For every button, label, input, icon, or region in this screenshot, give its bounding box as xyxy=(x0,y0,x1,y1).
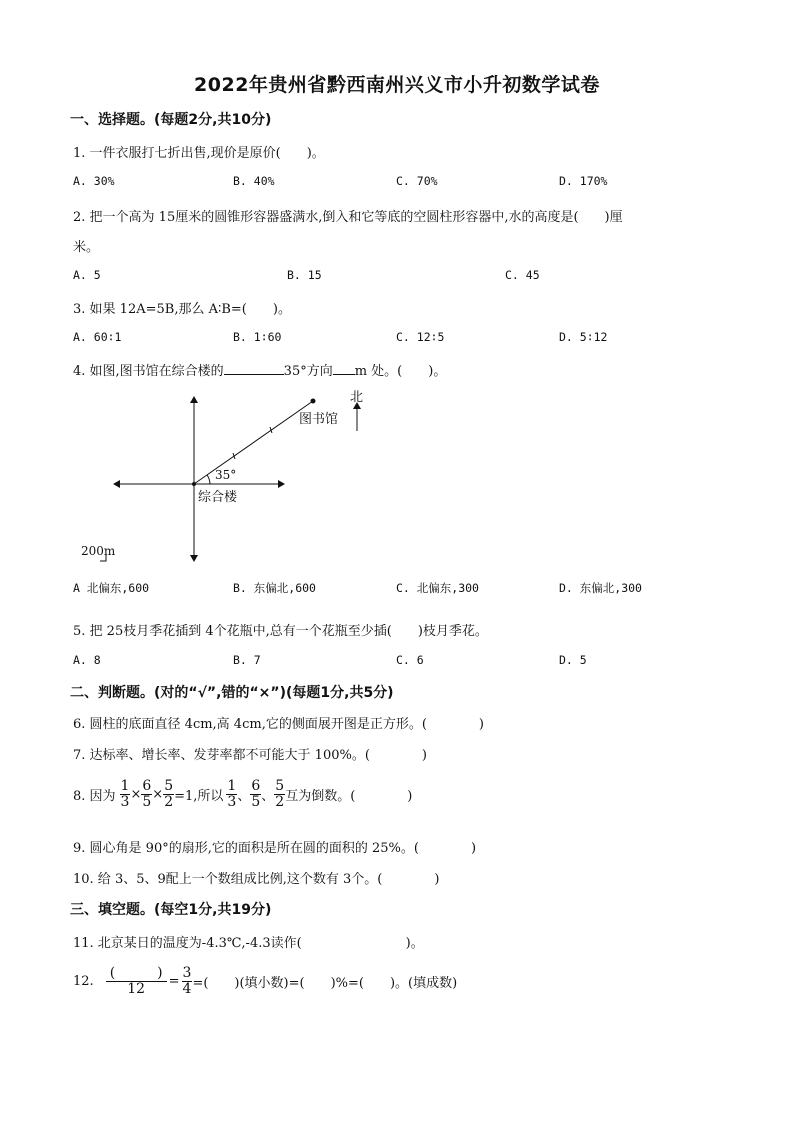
q1-option-b[interactable]: B. 40% xyxy=(233,174,275,188)
q8-fraction-1 xyxy=(120,779,131,809)
q5-option-d[interactable]: D. 5 xyxy=(559,653,587,667)
question-4-stem xyxy=(73,360,446,379)
q8-f5-numerator: 6 xyxy=(251,778,261,794)
building-label: 综合楼 xyxy=(198,490,238,505)
question-9: 9. 圆心角是 90°的扇形,它的面积是所在圆的面积的 25%。( ) xyxy=(73,841,477,856)
q4-blank-distance[interactable] xyxy=(333,374,355,375)
section-heading-fill-blank: 三、填空题。(每空1分,共19分) xyxy=(70,902,272,918)
q4-stem-part-a: 4. 如图,图书馆在综合楼的 xyxy=(73,364,224,379)
question-10: 10. 给 3、5、9配上一个数组成比例,这个数有 3个。( ) xyxy=(73,872,440,887)
q12-blank-numerator[interactable]: ( ) xyxy=(106,966,167,982)
q2-option-c[interactable]: C. 45 xyxy=(505,268,540,282)
question-8 xyxy=(73,779,412,809)
question-11: 11. 北京某日的温度为-4.3℃,-4.3读作( )。 xyxy=(73,936,424,951)
q1-option-c[interactable]: C. 70% xyxy=(396,174,438,188)
angle-label: 35° xyxy=(215,468,237,482)
q8-times-1: × xyxy=(130,786,142,802)
q12-equals: = xyxy=(168,973,180,989)
q8-f1-denominator: 3 xyxy=(120,793,130,810)
q8-f4-denominator: 3 xyxy=(227,793,237,810)
question-12 xyxy=(73,966,457,996)
building-point xyxy=(192,482,196,486)
q2-option-a[interactable]: A. 5 xyxy=(73,268,101,282)
q12-f-denominator: 4 xyxy=(182,980,192,997)
q8-fraction-4 xyxy=(226,779,237,809)
question-6: 6. 圆柱的底面直径 4cm,高 4cm,它的侧面展开图是正方形。( ) xyxy=(73,717,484,732)
q8-times-2: × xyxy=(152,786,164,802)
q5-option-a[interactable]: A. 8 xyxy=(73,653,101,667)
q8-f6-denominator: 2 xyxy=(275,793,285,810)
q8-fraction-5 xyxy=(250,779,261,809)
q8-f5-denominator: 5 xyxy=(251,793,261,810)
q1-option-a[interactable]: A. 30% xyxy=(73,174,115,188)
angle-arc xyxy=(207,475,210,484)
q8-f3-numerator: 5 xyxy=(164,778,174,794)
q4-option-c[interactable]: C. 北偏东,300 xyxy=(396,581,479,595)
question-1-stem: 1. 一件衣服打七折出售,现价是原价( )。 xyxy=(73,146,325,161)
q4-blank-direction[interactable] xyxy=(224,374,284,375)
q8-f6-numerator: 5 xyxy=(275,778,285,794)
q8-f4-numerator: 1 xyxy=(227,778,237,794)
q5-option-c[interactable]: C. 6 xyxy=(396,653,424,667)
q3-option-b[interactable]: B. 1∶60 xyxy=(233,330,282,344)
q5-option-b[interactable]: B. 7 xyxy=(233,653,261,667)
library-direction-line xyxy=(194,401,313,484)
q12-rest: =( )(填小数)=( )%=( )。(填成数) xyxy=(192,975,458,991)
q8-f2-denominator: 5 xyxy=(142,793,152,810)
q8-f2-numerator: 6 xyxy=(142,778,152,794)
q4-option-d[interactable]: D. 东偏北,300 xyxy=(559,581,642,595)
q8-fraction-2 xyxy=(141,779,152,809)
section-heading-choice: 一、选择题。(每题2分,共10分) xyxy=(70,112,272,128)
question-5-stem: 5. 把 25枝月季花插到 4个花瓶中,总有一个花瓶至少插( )枝月季花。 xyxy=(73,624,488,639)
q8-sep-1: 、 xyxy=(237,788,251,804)
q12-fraction-3-4 xyxy=(182,966,193,996)
section-heading-judgement: 二、判断题。(对的“√”,错的“×”)(每题1分,共5分) xyxy=(70,685,394,701)
q8-f1-numerator: 1 xyxy=(120,778,130,794)
q12-number: 12. xyxy=(73,973,94,989)
q12-f-numerator: 3 xyxy=(182,965,192,981)
q3-option-a[interactable]: A. 60∶1 xyxy=(73,330,122,344)
scale-label: 200m xyxy=(81,544,116,558)
q2-option-b[interactable]: B. 15 xyxy=(287,268,322,282)
library-label: 图书馆 xyxy=(299,412,339,427)
q4-stem-part-c: m 处。( )。 xyxy=(354,364,447,379)
q12-denominator: 12 xyxy=(127,980,146,997)
library-point xyxy=(311,399,316,404)
q8-suffix: 互为倒数。( ) xyxy=(285,788,413,804)
q4-option-b[interactable]: B. 东偏北,600 xyxy=(233,581,316,595)
question-2-stem-line1: 2. 把一个高为 15厘米的圆锥形容器盛满水,倒入和它等底的空圆柱形容器中,水的高度是( )厘 xyxy=(73,210,623,225)
north-label: 北 xyxy=(350,390,364,405)
q8-prefix: 8. 因为 xyxy=(73,788,116,804)
question-3-stem: 3. 如果 12A=5B,那么 A∶B=( )。 xyxy=(73,302,291,317)
q12-fraction-blank xyxy=(106,966,167,996)
q4-option-a[interactable]: A 北偏东,600 xyxy=(73,581,150,595)
q8-fraction-3 xyxy=(163,779,174,809)
q4-stem-part-b: 35°方向 xyxy=(283,364,333,379)
question-7: 7. 达标率、增长率、发芽率都不可能大于 100%。( ) xyxy=(73,748,427,763)
question-2-stem-line2: 米。 xyxy=(73,240,100,255)
q8-equals: =1,所以 xyxy=(174,788,224,804)
q3-option-c[interactable]: C. 12∶5 xyxy=(396,330,445,344)
q8-sep-2: 、 xyxy=(261,788,275,804)
q1-option-d[interactable]: D. 170% xyxy=(559,174,608,188)
q3-option-d[interactable]: D. 5∶12 xyxy=(559,330,608,344)
q8-f3-denominator: 2 xyxy=(164,793,174,810)
page-title: 2022年贵州省黔西南州兴义市小升初数学试卷 xyxy=(194,74,600,96)
q8-fraction-6 xyxy=(274,779,285,809)
